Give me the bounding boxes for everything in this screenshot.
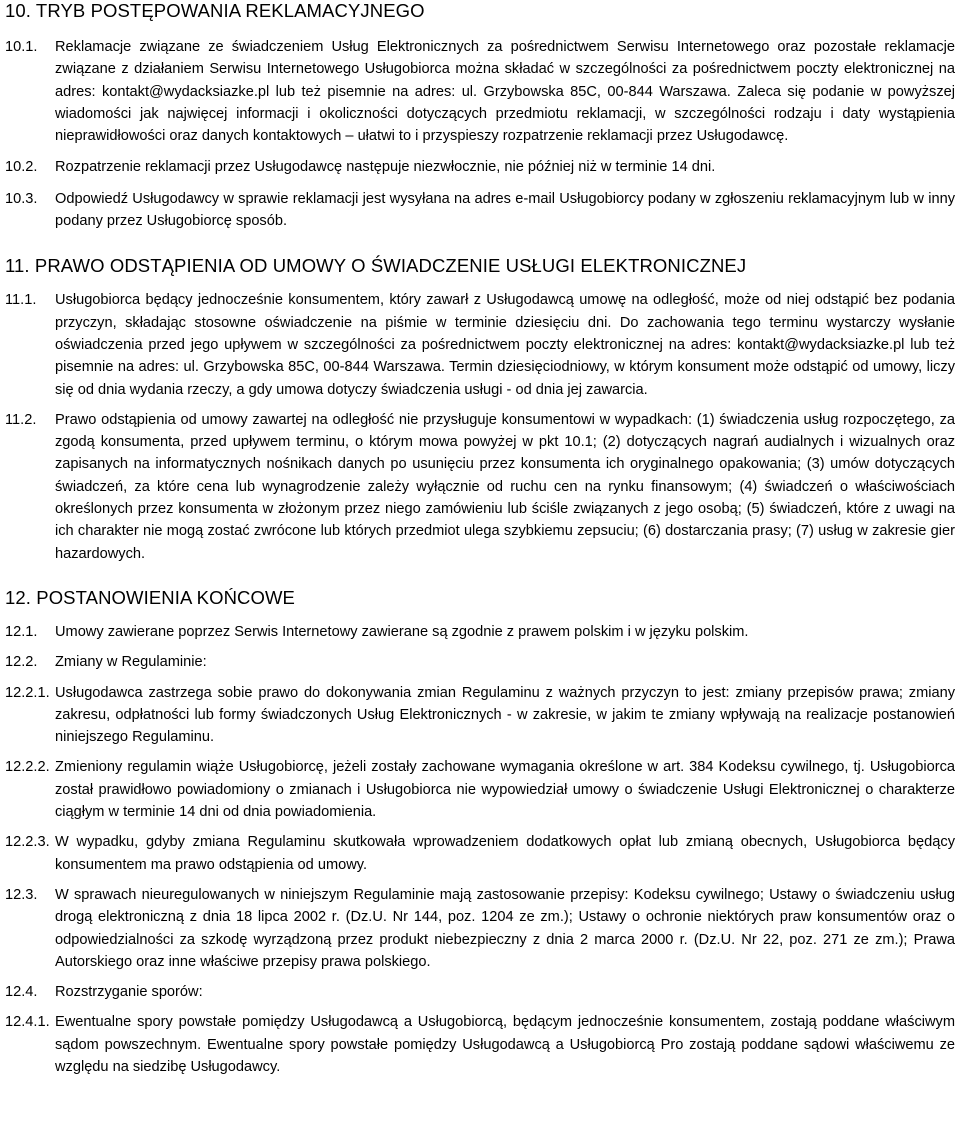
clause-11-2 [0,409,955,565]
clause-10-1 [0,36,955,147]
section-11-heading: 11. PRAWO ODSTĄPIENIA OD UMOWY O ŚWIADCZENIE USŁUGI ELEKTRONICZNEJ [5,255,747,277]
clause-text: Prawo odstąpienia od umowy zawartej na odległość nie przysługuje konsumentowi w wypadkach: (1) świadczenia usług rozpoczętego, za zgodą konsumenta, przed upływem terminu, o którym mowa powyżej w pkt 10.1; (2) dotyczących nagrań audialnych i wizualnych oraz zapisanych na informatycznych nośnikach danych po usunięciu przez konsumenta ich oryginalnego opakowania; (3) umów dotyczących świadczeń, za które cena lub wynagrodzenie zależy wyłącznie od ruchu cen na rynku finansowym; (4) świadczeń o właściwościach określonych przez konsumenta w złożonym przez niego zamówieniu lub ściśle związanych z jego osobą; (5) świadczeń, które z uwagi na ich charakter nie mogą zostać zwrócone lub których przedmiot ulega szybkiemu zepsuciu; (6) dostarczania prasy; (7) usług w zakresie gier hazardowych. [55,411,955,562]
clause-text: Odpowiedź Usługodawcy w sprawie reklamacji jest wysyłana na adres e-mail Usługobiorcy podany w zgłoszeniu reklamacyjnym lub w inny podany przez Usługobiorcę sposób. [55,190,955,230]
clause-number: 11.1. [5,292,37,309]
clause-12-2-1 [0,682,955,749]
clause-number: 11.2. [5,411,37,428]
clause-text: Ewentualne spory powstałe pomiędzy Usługodawcą a Usługobiorcą, będącym jednocześnie konsumentem, zostają poddane właściwym sądom powszechnym. Ewentualne spory powstałe pomiędzy Usługodawcą a Usługobiorcą Pro zostają poddane sądowi właściwemu ze względu na siedzibę Usługodawcy. [55,1014,955,1075]
clause-12-1 [0,621,955,643]
clause-10-2 [0,156,955,178]
clause-number: 12.3. [5,886,38,903]
clause-number: 12.2.2. [5,759,50,776]
clause-12-2 [0,651,955,673]
clause-text: W sprawach nieuregulowanych w niniejszym Regulaminie mają zastosowanie przepisy: Kodeksu cywilnego; Ustawy o świadczeniu usług drogą elektroniczną z dnia 18 lipca 2002 r. (Dz.U. Nr 144, poz. 1204 ze zm.); Ustawy o ochronie niektórych praw konsumentów oraz o odpowiedzialności za szkodę wyrządzoną przez produkt niebezpieczny z dnia 2 marca 2000 r. (Dz.U. Nr 22, poz. 271 ze zm.); Prawa Autorskiego oraz inne właściwe przepisy prawa polskiego. [55,886,955,970]
section-10-heading: 10. TRYB POSTĘPOWANIA REKLAMACYJNEGO [5,0,425,21]
clause-text: Zmiany w Regulaminie: [55,654,207,671]
clause-number: 12.2.3. [5,834,50,851]
clause-number: 10.3. [5,190,38,207]
clause-12-4-1 [0,1011,955,1078]
clause-10-3 [0,188,955,233]
clause-number: 12.4. [5,984,38,1001]
clause-11-1 [0,289,955,400]
clause-text: Rozstrzyganie sporów: [55,984,203,1001]
clause-text: Usługodawca zastrzega sobie prawo do dokonywania zmian Regulaminu z ważnych przyczyn to jest: zmiany przepisów prawa; zmiany zakresu, odpłatności lub formy świadczonych Usług Elektronicznych - w zakresie, w jakim te zmiany wpływają na realizacje postanowień niniejszego Regulaminu. [55,684,955,746]
clause-text: Rozpatrzenie reklamacji przez Usługodawcę następuje niezwłocznie, nie później niż w terminie 14 dni. [55,159,716,176]
section-12-heading: 12. POSTANOWIENIA KOŃCOWE [5,586,295,608]
clause-12-4 [0,981,955,1003]
clause-12-2-3 [0,831,955,876]
clause-12-3 [0,884,955,973]
clause-text: W wypadku, gdyby zmiana Regulaminu skutkowała wprowadzeniem dodatkowych opłat lub zmianą obecnych, Usługobiorca będący konsumentem ma prawo odstąpienia od umowy. [55,834,955,873]
clause-number: 12.1. [5,623,38,640]
clause-12-2-2 [0,756,955,823]
clause-number: 12.4.1. [5,1014,50,1031]
clause-number: 12.2.1. [5,684,50,701]
clause-text: Zmieniony regulamin wiąże Usługobiorcę, jeżeli zostały zachowane wymagania określone w art. 384 Kodeksu cywilnego, tj. Usługobiorca został prawidłowo powiadomiony o zmianach i Usługobiorca nie wypowiedział umowy o świadczenie Usługi Elektronicznej o charakterze ciągłym w terminie 14 dni od dnia powiadomienia. [55,759,955,821]
clause-number: 10.1. [5,39,38,55]
clause-number: 10.2. [5,159,38,176]
clause-number: 12.2. [5,654,38,671]
clause-text: Reklamacje związane ze świadczeniem Usług Elektronicznych za pośrednictwem Serwisu Internetowego oraz pozostałe reklamacje związane z działaniem Serwisu Internetowego Usługobiorca można składać w szczególności za pośrednictwem poczty elektronicznej na adres: kontakt@wydacksiazke.pl lub też pisemnie na adres: ul. Grzybowska 85C, 00-844 Warszawa. Zaleca się podanie w powyższej wiadomości jak najwięcej informacji i okoliczności dotyczących przedmiotu reklamacji, w szczególności rodzaju i daty wystąpienia nieprawidłowości oraz danych kontaktowych – ułatwi to i przyspieszy rozpatrzenie reklamacji przez Usługodawcę. [55,39,955,145]
clause-text: Umowy zawierane poprzez Serwis Internetowy zawierane są zgodnie z prawem polskim i w języku polskim. [55,623,749,640]
clause-text: Usługobiorca będący jednocześnie konsumentem, który zawarł z Usługodawcą umowę na odległość, może od niej odstąpić bez podania przyczyn, składając stosowne oświadczenie na piśmie w terminie dziesięciu dni. Do zachowania tego terminu wystarczy wysłanie oświadczenia przed jego upływem w szczególności za pośrednictwem poczty elektronicznej na adres: kontakt@wydacksiazke.pl lub też pisemnie na adres: ul. Grzybowska 85C, 00-844 Warszawa. Termin dziesięciodniowy, w którym konsument może odstąpić od umowy, liczy się od dnia wydania rzeczy, a gdy umowa dotyczy świadczenia usługi - od dnia jej zawarcia. [55,292,955,398]
